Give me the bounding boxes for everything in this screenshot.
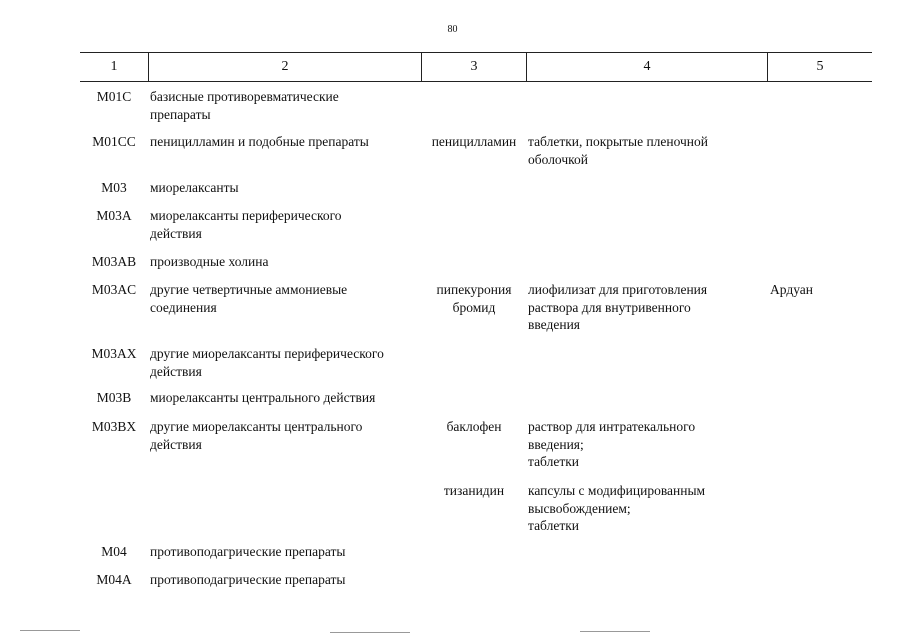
header-col-3: 3 [470, 59, 478, 74]
atc-group-name [150, 281, 425, 316]
atc-group-name-line: препараты [150, 106, 211, 122]
header-col-4: 4 [643, 59, 651, 74]
atc-code: M03A [96, 208, 132, 223]
atc-group-name-line: миорелаксанты периферического [150, 208, 342, 223]
scan-noise [20, 630, 80, 631]
atc-group-name [150, 345, 425, 380]
dosage-form-line: таблетки, покрытые пленочной [528, 134, 709, 149]
atc-group-name [150, 207, 425, 242]
header-col-2: 2 [281, 59, 289, 74]
atc-code: M04 [101, 544, 127, 559]
atc-group-name-line: соединения [150, 299, 217, 315]
dosage-form-line: лиофилизат для приготовления [528, 282, 708, 297]
atc-group-name-line: другие миорелаксанты центрального [150, 419, 363, 434]
atc-group-name-line: другие миорелаксанты периферического [150, 346, 384, 361]
atc-group-name-line: действия [150, 225, 202, 241]
atc-group-name-line: другие четвертичные аммониевые [150, 282, 348, 297]
inn-name [424, 482, 524, 500]
atc-group-name-line: производные холина [150, 254, 269, 269]
atc-group-name [150, 133, 425, 151]
scan-noise [580, 631, 650, 632]
scan-noise [330, 632, 410, 633]
inn-name-line: пеницилламин [431, 134, 517, 149]
atc-group-name-line: противоподагрические препараты [150, 544, 346, 559]
atc-group-name [150, 253, 425, 271]
dosage-form [528, 281, 768, 334]
atc-code: M03AC [91, 282, 137, 297]
inn-name-line: баклофен [446, 419, 502, 434]
atc-group-name [150, 543, 425, 561]
atc-code: M03B [96, 390, 132, 405]
header-col-5: 5 [816, 59, 824, 74]
atc-code: M03BX [91, 419, 137, 434]
dosage-form [528, 482, 768, 535]
atc-group-name-line: пеницилламин и подобные препараты [150, 134, 369, 149]
atc-group-name [150, 389, 425, 407]
inn-name [424, 281, 524, 316]
inn-name [424, 133, 524, 151]
atc-group-name-line: действия [150, 363, 202, 379]
dosage-form-line: таблетки [528, 518, 580, 533]
inn-name-line: пипекурония [436, 282, 512, 297]
atc-code: M04A [96, 572, 132, 587]
atc-group-name-line: действия [150, 436, 202, 452]
atc-group-name-line: базисные противоревматические [150, 89, 339, 104]
atc-code: M01CC [92, 134, 136, 149]
table-header [80, 52, 872, 82]
atc-code: M03AX [91, 346, 137, 361]
atc-group-name-line: миорелаксанты центрального действия [150, 390, 376, 405]
dosage-form-line: таблетки [528, 454, 580, 469]
dosage-form-line: высвобождением; [528, 500, 631, 516]
inn-name-line: тизанидин [443, 483, 505, 498]
atc-code: M03AB [91, 254, 137, 269]
inn-name [424, 418, 524, 436]
inn-name-line: бромид [452, 299, 496, 315]
atc-group-name [150, 571, 425, 589]
atc-group-name-line: противоподагрические препараты [150, 572, 346, 587]
dosage-form-line: раствора для внутривенного [528, 299, 691, 315]
trade-name: Ардуан [770, 282, 813, 297]
dosage-form-line: введения [528, 317, 581, 332]
dosage-form [528, 133, 768, 168]
atc-group-name-line: миорелаксанты [150, 180, 239, 195]
atc-group-name [150, 418, 425, 453]
dosage-form-line: капсулы с модифицированным [528, 483, 706, 498]
atc-group-name [150, 88, 425, 123]
header-col-1: 1 [110, 59, 118, 74]
atc-code: M01C [96, 89, 132, 104]
dosage-form [528, 418, 768, 471]
dosage-form-line: введения; [528, 436, 584, 452]
atc-group-name [150, 179, 425, 197]
atc-code: M03 [101, 180, 127, 195]
dosage-form-line: раствор для интратекального [528, 419, 696, 434]
page-number: 80 [447, 24, 458, 35]
dosage-form-line: оболочкой [528, 151, 588, 167]
